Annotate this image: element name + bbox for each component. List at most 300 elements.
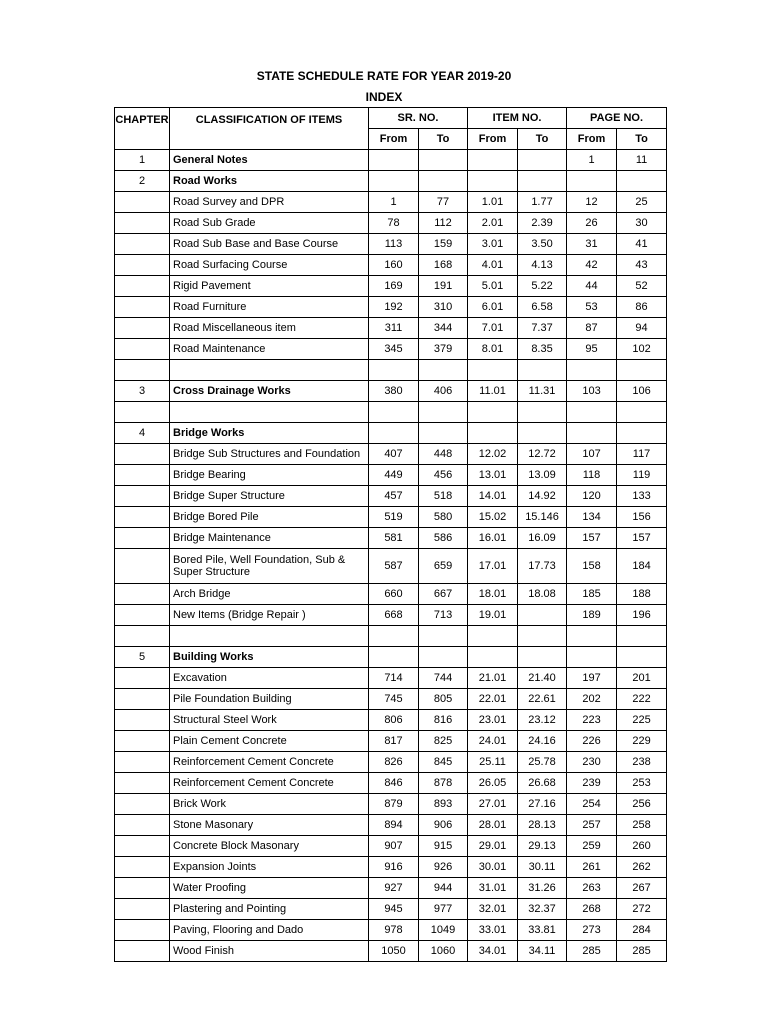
sr-to-cell: 744: [419, 668, 468, 689]
sr-from-cell: [369, 423, 419, 444]
sr-to-cell: 456: [419, 465, 468, 486]
classification-cell: Paving, Flooring and Dado: [170, 920, 369, 941]
table-row: [115, 647, 667, 668]
item-from-cell: 8.01: [468, 339, 518, 360]
page-to-cell: [617, 171, 667, 192]
table-row: [115, 339, 667, 360]
page-to-cell: 117: [617, 444, 667, 465]
page-to-cell: 41: [617, 234, 667, 255]
sr-from-cell: [369, 150, 419, 171]
sr-from-cell: 160: [369, 255, 419, 276]
item-from-cell: [468, 150, 518, 171]
item-to-cell: 14.92: [518, 486, 567, 507]
item-to-cell: 23.12: [518, 710, 567, 731]
page-to-cell: [617, 402, 667, 423]
table-row: [115, 381, 667, 402]
classification-cell: Bored Pile, Well Foundation, Sub & Super Structure: [170, 549, 369, 584]
table-row: [115, 773, 667, 794]
classification-cell: Road Survey and DPR: [170, 192, 369, 213]
item-to-cell: 12.72: [518, 444, 567, 465]
chapter-cell: [115, 234, 170, 255]
table-row: [115, 507, 667, 528]
chapter-cell: [115, 857, 170, 878]
page-to-cell: 260: [617, 836, 667, 857]
item-from-cell: [468, 402, 518, 423]
item-to-cell: 7.37: [518, 318, 567, 339]
sr-to-cell: 845: [419, 752, 468, 773]
item-from-cell: 22.01: [468, 689, 518, 710]
classification-cell: Bridge Works: [170, 423, 369, 444]
chapter-cell: [115, 444, 170, 465]
item-from-cell: 4.01: [468, 255, 518, 276]
chapter-cell: [115, 794, 170, 815]
chapter-cell: [115, 668, 170, 689]
item-to-cell: 5.22: [518, 276, 567, 297]
classification-cell: Road Miscellaneous item: [170, 318, 369, 339]
chapter-cell: [115, 486, 170, 507]
sr-from-cell: 311: [369, 318, 419, 339]
sr-from-cell: 192: [369, 297, 419, 318]
page-from-cell: 261: [567, 857, 617, 878]
sr-from-cell: 668: [369, 605, 419, 626]
sr-from-cell: 927: [369, 878, 419, 899]
table-row: [115, 171, 667, 192]
chapter-cell: [115, 255, 170, 276]
chapter-cell: 2: [115, 171, 170, 192]
page-to-cell: [617, 360, 667, 381]
page-from-cell: 157: [567, 528, 617, 549]
sr-from-cell: [369, 360, 419, 381]
sr-to-cell: 112: [419, 213, 468, 234]
sr-from-cell: 449: [369, 465, 419, 486]
page-from-cell: 107: [567, 444, 617, 465]
classification-cell: [170, 402, 369, 423]
sr-from-cell: 978: [369, 920, 419, 941]
page-to-cell: 256: [617, 794, 667, 815]
sr-from-cell: 894: [369, 815, 419, 836]
sr-from-cell: 879: [369, 794, 419, 815]
page-to-cell: 262: [617, 857, 667, 878]
page-from-cell: 44: [567, 276, 617, 297]
page-to-cell: 30: [617, 213, 667, 234]
table-row: [115, 689, 667, 710]
page-from-cell: [567, 423, 617, 444]
item-from-cell: 27.01: [468, 794, 518, 815]
page-to-cell: 157: [617, 528, 667, 549]
item-from-cell: [468, 626, 518, 647]
classification-cell: Road Maintenance: [170, 339, 369, 360]
page-to-cell: 196: [617, 605, 667, 626]
page-to-cell: 188: [617, 584, 667, 605]
item-from-cell: 32.01: [468, 899, 518, 920]
table-row: [115, 920, 667, 941]
sr-to-cell: 713: [419, 605, 468, 626]
page-to-cell: 119: [617, 465, 667, 486]
page-from-cell: 257: [567, 815, 617, 836]
header-sr-to: To: [419, 129, 468, 150]
page-to-cell: [617, 626, 667, 647]
chapter-cell: [115, 528, 170, 549]
header-sr-no: SR. NO.: [369, 108, 468, 129]
item-from-cell: 26.05: [468, 773, 518, 794]
classification-cell: Concrete Block Masonary: [170, 836, 369, 857]
sr-to-cell: 580: [419, 507, 468, 528]
page-from-cell: [567, 626, 617, 647]
item-from-cell: 16.01: [468, 528, 518, 549]
table-row: [115, 584, 667, 605]
classification-cell: Bridge Maintenance: [170, 528, 369, 549]
item-from-cell: 5.01: [468, 276, 518, 297]
sr-to-cell: 77: [419, 192, 468, 213]
item-from-cell: 21.01: [468, 668, 518, 689]
sr-to-cell: 825: [419, 731, 468, 752]
page-to-cell: 11: [617, 150, 667, 171]
sr-to-cell: 448: [419, 444, 468, 465]
table-row: [115, 402, 667, 423]
sr-to-cell: [419, 171, 468, 192]
page-to-cell: 253: [617, 773, 667, 794]
page-from-cell: [567, 171, 617, 192]
item-from-cell: 12.02: [468, 444, 518, 465]
classification-cell: Reinforcement Cement Concrete: [170, 752, 369, 773]
index-table: [114, 107, 667, 962]
item-from-cell: 31.01: [468, 878, 518, 899]
page-from-cell: [567, 402, 617, 423]
item-from-cell: 6.01: [468, 297, 518, 318]
page-to-cell: 267: [617, 878, 667, 899]
page-to-cell: 272: [617, 899, 667, 920]
item-to-cell: 26.68: [518, 773, 567, 794]
item-from-cell: 18.01: [468, 584, 518, 605]
sr-from-cell: 345: [369, 339, 419, 360]
sr-from-cell: 660: [369, 584, 419, 605]
classification-cell: Road Furniture: [170, 297, 369, 318]
chapter-cell: [115, 689, 170, 710]
page-from-cell: 118: [567, 465, 617, 486]
item-to-cell: 1.77: [518, 192, 567, 213]
sr-to-cell: 1060: [419, 941, 468, 962]
index-table-body: [115, 150, 667, 962]
page-from-cell: 259: [567, 836, 617, 857]
classification-cell: Pile Foundation Building: [170, 689, 369, 710]
page-from-cell: 202: [567, 689, 617, 710]
item-from-cell: 24.01: [468, 731, 518, 752]
item-from-cell: 23.01: [468, 710, 518, 731]
page-from-cell: 197: [567, 668, 617, 689]
table-row: [115, 528, 667, 549]
page-from-cell: 120: [567, 486, 617, 507]
sr-to-cell: 191: [419, 276, 468, 297]
item-to-cell: 24.16: [518, 731, 567, 752]
classification-cell: Wood Finish: [170, 941, 369, 962]
sr-to-cell: [419, 402, 468, 423]
table-row: [115, 549, 667, 584]
item-from-cell: [468, 423, 518, 444]
sr-to-cell: [419, 423, 468, 444]
classification-cell: Road Works: [170, 171, 369, 192]
item-to-cell: 25.78: [518, 752, 567, 773]
page-from-cell: 158: [567, 549, 617, 584]
sr-to-cell: [419, 626, 468, 647]
item-to-cell: [518, 150, 567, 171]
chapter-cell: [115, 836, 170, 857]
item-to-cell: [518, 626, 567, 647]
page-to-cell: 285: [617, 941, 667, 962]
table-row: [115, 318, 667, 339]
page-from-cell: 230: [567, 752, 617, 773]
classification-cell: Bridge Bored Pile: [170, 507, 369, 528]
page-from-cell: 239: [567, 773, 617, 794]
page-from-cell: 285: [567, 941, 617, 962]
item-from-cell: 19.01: [468, 605, 518, 626]
sr-to-cell: 667: [419, 584, 468, 605]
page-to-cell: [617, 423, 667, 444]
chapter-cell: [115, 605, 170, 626]
sr-from-cell: 817: [369, 731, 419, 752]
page-to-cell: 222: [617, 689, 667, 710]
chapter-cell: 3: [115, 381, 170, 402]
header-chapter: CHAPTER: [115, 108, 170, 150]
item-to-cell: 29.13: [518, 836, 567, 857]
sr-to-cell: 659: [419, 549, 468, 584]
page-to-cell: 52: [617, 276, 667, 297]
page-to-cell: 94: [617, 318, 667, 339]
page-from-cell: 273: [567, 920, 617, 941]
sr-from-cell: 519: [369, 507, 419, 528]
table-row: [115, 192, 667, 213]
page-to-cell: 25: [617, 192, 667, 213]
table-row: [115, 668, 667, 689]
chapter-cell: [115, 710, 170, 731]
sr-to-cell: 344: [419, 318, 468, 339]
sr-from-cell: 380: [369, 381, 419, 402]
item-to-cell: 15.146: [518, 507, 567, 528]
item-from-cell: [468, 647, 518, 668]
table-row: [115, 794, 667, 815]
header-page-from: From: [567, 129, 617, 150]
page-from-cell: 53: [567, 297, 617, 318]
classification-cell: Bridge Bearing: [170, 465, 369, 486]
chapter-cell: [115, 549, 170, 584]
table-row: [115, 213, 667, 234]
page-from-cell: 134: [567, 507, 617, 528]
classification-cell: Excavation: [170, 668, 369, 689]
item-from-cell: [468, 360, 518, 381]
classification-cell: Bridge Super Structure: [170, 486, 369, 507]
item-to-cell: 33.81: [518, 920, 567, 941]
item-from-cell: 25.11: [468, 752, 518, 773]
page-from-cell: 31: [567, 234, 617, 255]
classification-cell: General Notes: [170, 150, 369, 171]
chapter-cell: [115, 213, 170, 234]
classification-cell: Water Proofing: [170, 878, 369, 899]
item-from-cell: 29.01: [468, 836, 518, 857]
page-from-cell: 103: [567, 381, 617, 402]
table-row: [115, 234, 667, 255]
table-row: [115, 836, 667, 857]
sr-to-cell: 1049: [419, 920, 468, 941]
table-row: [115, 297, 667, 318]
sr-to-cell: [419, 360, 468, 381]
sr-to-cell: 926: [419, 857, 468, 878]
page-from-cell: 87: [567, 318, 617, 339]
page-to-cell: 43: [617, 255, 667, 276]
item-to-cell: 17.73: [518, 549, 567, 584]
item-to-cell: 6.58: [518, 297, 567, 318]
page-from-cell: [567, 647, 617, 668]
table-row: [115, 857, 667, 878]
classification-cell: Arch Bridge: [170, 584, 369, 605]
page-to-cell: 229: [617, 731, 667, 752]
classification-cell: New Items (Bridge Repair ): [170, 605, 369, 626]
sr-to-cell: 878: [419, 773, 468, 794]
sr-to-cell: 406: [419, 381, 468, 402]
chapter-cell: [115, 192, 170, 213]
table-row: [115, 360, 667, 381]
sr-from-cell: 916: [369, 857, 419, 878]
sr-from-cell: [369, 171, 419, 192]
page-from-cell: 263: [567, 878, 617, 899]
table-row: [115, 444, 667, 465]
item-from-cell: 1.01: [468, 192, 518, 213]
classification-cell: Road Sub Grade: [170, 213, 369, 234]
sr-to-cell: 168: [419, 255, 468, 276]
item-to-cell: [518, 402, 567, 423]
page-subtitle: INDEX: [365, 90, 403, 104]
header-page-no: PAGE NO.: [567, 108, 667, 129]
item-to-cell: 8.35: [518, 339, 567, 360]
sr-from-cell: 457: [369, 486, 419, 507]
chapter-cell: [115, 626, 170, 647]
page-from-cell: 189: [567, 605, 617, 626]
sr-from-cell: 1050: [369, 941, 419, 962]
sr-to-cell: 944: [419, 878, 468, 899]
sr-to-cell: 310: [419, 297, 468, 318]
sr-from-cell: 113: [369, 234, 419, 255]
sr-from-cell: [369, 626, 419, 647]
sr-to-cell: 906: [419, 815, 468, 836]
header-sr-from: From: [369, 129, 419, 150]
page-to-cell: 258: [617, 815, 667, 836]
chapter-cell: [115, 878, 170, 899]
page-to-cell: 201: [617, 668, 667, 689]
page-from-cell: 26: [567, 213, 617, 234]
classification-cell: Brick Work: [170, 794, 369, 815]
classification-cell: Stone Masonary: [170, 815, 369, 836]
item-from-cell: 34.01: [468, 941, 518, 962]
sr-from-cell: 1: [369, 192, 419, 213]
item-to-cell: 22.61: [518, 689, 567, 710]
header-item-from: From: [468, 129, 518, 150]
chapter-cell: [115, 339, 170, 360]
item-to-cell: 2.39: [518, 213, 567, 234]
page-from-cell: 226: [567, 731, 617, 752]
sr-from-cell: 907: [369, 836, 419, 857]
item-to-cell: 16.09: [518, 528, 567, 549]
page-from-cell: 223: [567, 710, 617, 731]
item-from-cell: 11.01: [468, 381, 518, 402]
classification-cell: Structural Steel Work: [170, 710, 369, 731]
table-row: [115, 150, 667, 171]
page-to-cell: 133: [617, 486, 667, 507]
table-row: [115, 815, 667, 836]
table-row: [115, 465, 667, 486]
item-to-cell: [518, 171, 567, 192]
sr-to-cell: 379: [419, 339, 468, 360]
sr-from-cell: 826: [369, 752, 419, 773]
page-to-cell: 238: [617, 752, 667, 773]
item-to-cell: [518, 423, 567, 444]
item-from-cell: 30.01: [468, 857, 518, 878]
table-row: [115, 731, 667, 752]
sr-from-cell: 714: [369, 668, 419, 689]
page-from-cell: 268: [567, 899, 617, 920]
table-row: [115, 710, 667, 731]
chapter-cell: [115, 815, 170, 836]
sr-from-cell: 745: [369, 689, 419, 710]
sr-to-cell: [419, 150, 468, 171]
page-to-cell: 156: [617, 507, 667, 528]
classification-cell: Plastering and Pointing: [170, 899, 369, 920]
sr-to-cell: 977: [419, 899, 468, 920]
item-to-cell: 27.16: [518, 794, 567, 815]
item-to-cell: 18.08: [518, 584, 567, 605]
item-to-cell: 28.13: [518, 815, 567, 836]
table-row: [115, 626, 667, 647]
table-row: [115, 605, 667, 626]
header-item-to: To: [518, 129, 567, 150]
chapter-cell: [115, 297, 170, 318]
page-from-cell: 12: [567, 192, 617, 213]
classification-cell: Road Surfacing Course: [170, 255, 369, 276]
classification-cell: Bridge Sub Structures and Foundation: [170, 444, 369, 465]
chapter-cell: [115, 899, 170, 920]
item-to-cell: 4.13: [518, 255, 567, 276]
header-page-to: To: [617, 129, 667, 150]
classification-cell: Cross Drainage Works: [170, 381, 369, 402]
chapter-cell: [115, 465, 170, 486]
page-to-cell: [617, 647, 667, 668]
item-from-cell: 28.01: [468, 815, 518, 836]
item-to-cell: 13.09: [518, 465, 567, 486]
page-to-cell: 284: [617, 920, 667, 941]
classification-cell: Plain Cement Concrete: [170, 731, 369, 752]
chapter-cell: [115, 941, 170, 962]
chapter-cell: [115, 276, 170, 297]
page-to-cell: 106: [617, 381, 667, 402]
classification-cell: Expansion Joints: [170, 857, 369, 878]
page-from-cell: 254: [567, 794, 617, 815]
item-from-cell: 15.02: [468, 507, 518, 528]
classification-cell: [170, 626, 369, 647]
table-row: [115, 423, 667, 444]
chapter-cell: [115, 920, 170, 941]
classification-cell: Building Works: [170, 647, 369, 668]
chapter-cell: 1: [115, 150, 170, 171]
sr-from-cell: 945: [369, 899, 419, 920]
item-from-cell: 7.01: [468, 318, 518, 339]
sr-to-cell: [419, 647, 468, 668]
chapter-cell: [115, 318, 170, 339]
sr-from-cell: [369, 647, 419, 668]
sr-from-cell: 846: [369, 773, 419, 794]
table-row: [115, 255, 667, 276]
classification-cell: Road Sub Base and Base Course: [170, 234, 369, 255]
table-row: [115, 486, 667, 507]
sr-from-cell: 78: [369, 213, 419, 234]
page-to-cell: 225: [617, 710, 667, 731]
item-from-cell: 2.01: [468, 213, 518, 234]
